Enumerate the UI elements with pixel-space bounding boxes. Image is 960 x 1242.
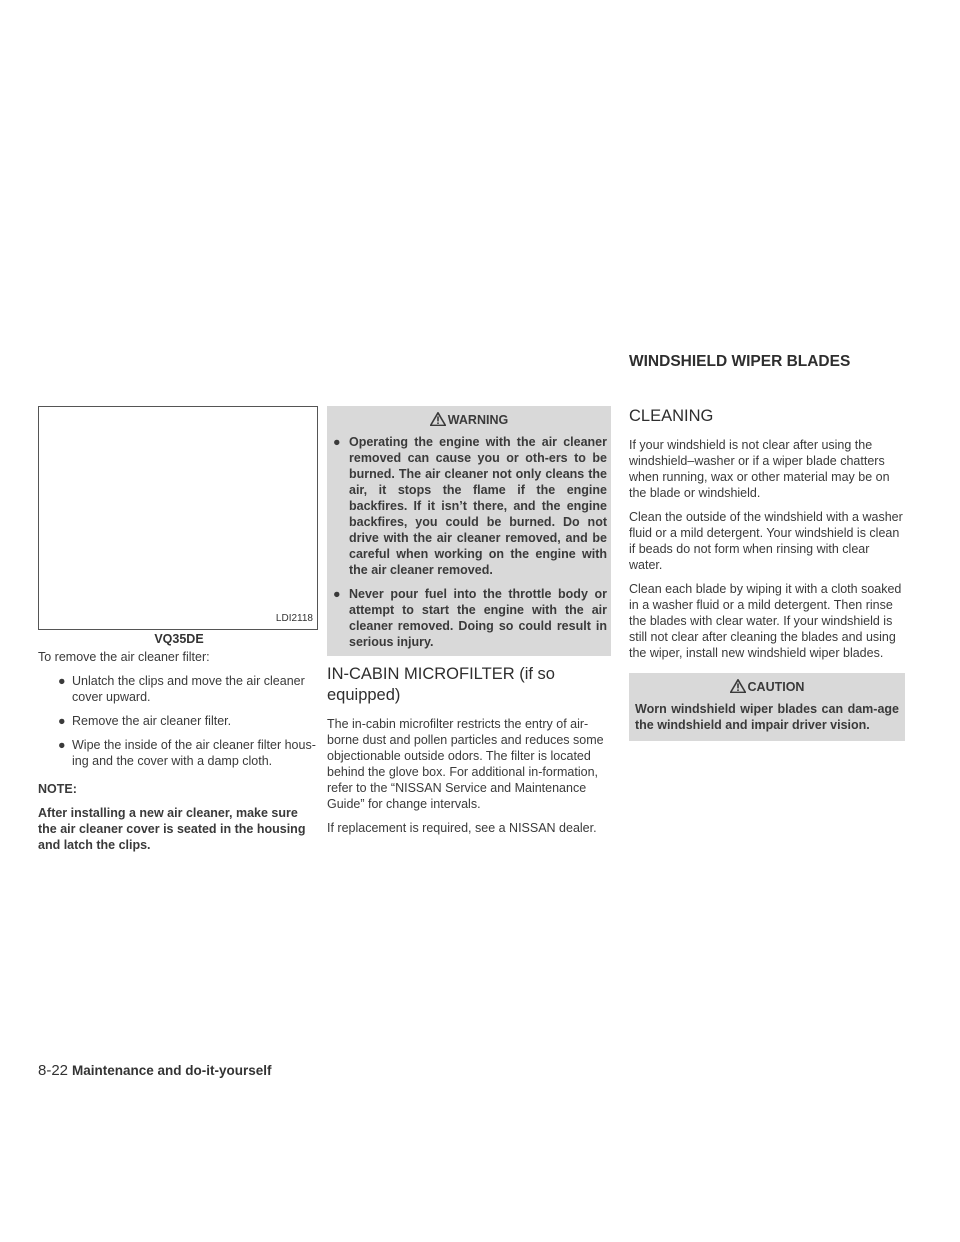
figure-image bbox=[38, 406, 318, 630]
note-title: NOTE: bbox=[38, 782, 77, 796]
column-left bbox=[38, 406, 320, 853]
note-text: After installing a new air cleaner, make sure the air cleaner cover is seated in the housing and latch the clips. bbox=[38, 806, 306, 852]
bullet-icon: ● bbox=[58, 674, 66, 688]
caution-text: Worn windshield wiper blades can dam-age the windshield and impair driver vision. bbox=[635, 702, 899, 732]
warning-list bbox=[331, 434, 607, 650]
warning-title: WARNING bbox=[447, 413, 509, 427]
bullet-icon: ● bbox=[333, 435, 341, 449]
caution-title: CAUTION bbox=[747, 680, 805, 694]
steps-list bbox=[38, 673, 320, 769]
cleaning-paragraph-1: If your windshield is not clear after using the windshield–washer or if a wiper blade chatters when running, wax or other material may be on the blade or windshield. bbox=[629, 438, 890, 500]
list-item: ● Wipe the inside of the air cleaner filter hous-ing and the cover with a damp cloth. bbox=[58, 738, 316, 768]
figure-code: LDI2118 bbox=[275, 613, 313, 624]
warning-item: ● Never pour fuel into the throttle body or attempt to start the engine with the air cleaner removed. Doing so could result in serious injury. bbox=[333, 587, 607, 649]
list-item: ● Remove the air cleaner filter. bbox=[58, 714, 232, 728]
cleaning-heading: CLEANING bbox=[629, 407, 714, 425]
column-middle bbox=[327, 406, 611, 844]
cleaning-paragraph-3: Clean each blade by wiping it with a cloth soaked in a washer fluid or a mild detergent. Then rinse the blades with clear water. If your windshield is still not clear after cleaning the blades and using the wiper, install new windshield wiper blades. bbox=[629, 582, 902, 660]
chapter-title: Maintenance and do-it-yourself bbox=[72, 1063, 272, 1078]
warning-header bbox=[331, 406, 607, 434]
column-right bbox=[629, 406, 905, 741]
warning-triangle-icon bbox=[730, 679, 746, 693]
cabin-filter-heading: IN-CABIN MICROFILTER (if so equipped) bbox=[327, 665, 555, 704]
figure-caption: VQ35DE bbox=[154, 632, 204, 646]
cabin-filter-paragraph: The in-cabin microfilter restricts the entry of air-borne dust and pollen particles and reduces some objectionable outside odors. The filter is located behind the glove box. For additional in-formation, refer to the “NISSAN Service and Maintenance Guide” for change intervals. bbox=[327, 717, 604, 811]
page-footer bbox=[38, 1062, 272, 1080]
bullet-icon: ● bbox=[58, 714, 66, 728]
caution-box bbox=[629, 673, 905, 741]
warning-box bbox=[327, 406, 611, 656]
section-title: WINDSHIELD WIPER BLADES bbox=[629, 353, 851, 370]
warning-triangle-icon bbox=[430, 412, 446, 426]
bullet-icon: ● bbox=[58, 738, 66, 752]
page-number: 8-22 bbox=[38, 1062, 69, 1079]
cabin-filter-dealer-note: If replacement is required, see a NISSAN dealer. bbox=[327, 821, 597, 835]
bullet-icon: ● bbox=[333, 587, 341, 601]
cleaning-paragraph-2: Clean the outside of the windshield with a washer fluid or a mild detergent. Your windshield is clean if beads do not form when rinsing with clear water. bbox=[629, 510, 903, 572]
list-item: ● Unlatch the clips and move the air cleaner cover upward. bbox=[58, 674, 305, 704]
intro-text: To remove the air cleaner filter: bbox=[38, 650, 210, 664]
caution-header bbox=[635, 673, 899, 701]
warning-item: ● Operating the engine with the air cleaner removed can cause you or oth-ers to be burned. The air cleaner not only cleans the air, it stops the flame if the engine backfires. If it isn’t there, and the engine backfires, you could be burned. Do not drive with the air cleaner removed, and be careful when working on the engine with the air cleaner removed. bbox=[333, 435, 607, 577]
